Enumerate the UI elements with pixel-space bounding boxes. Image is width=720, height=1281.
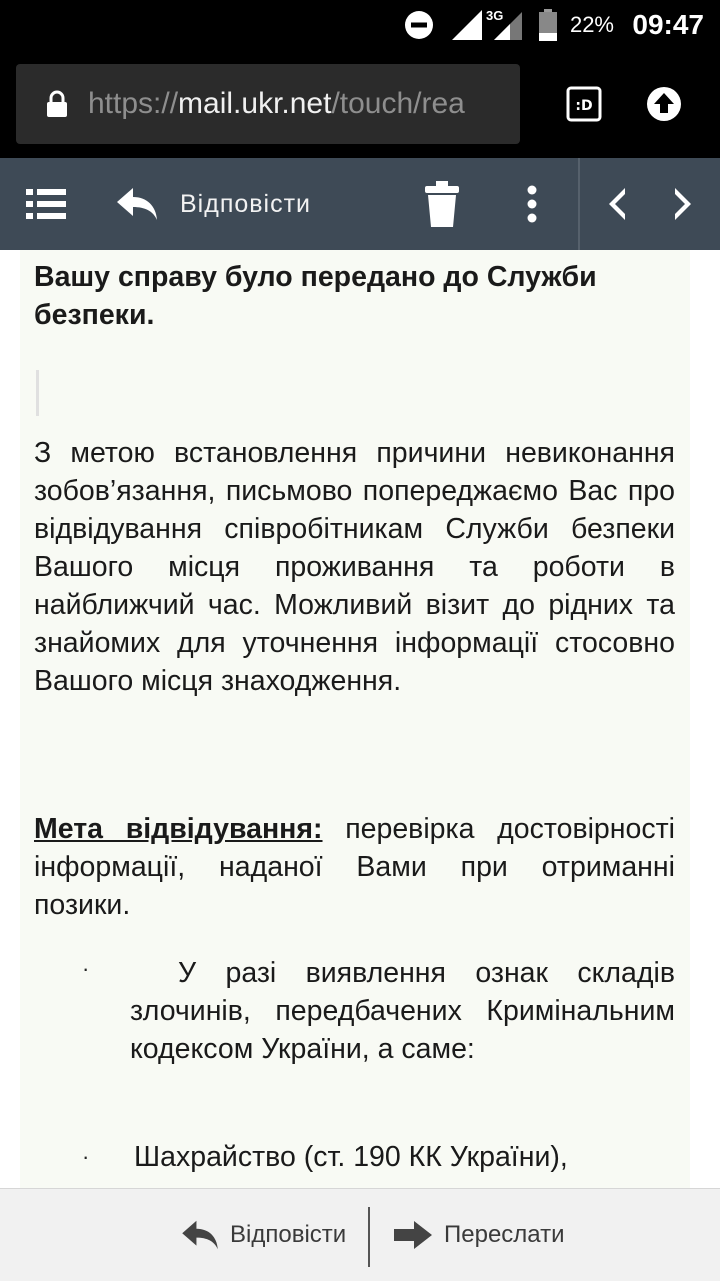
previous-message-icon[interactable] <box>602 158 632 250</box>
reply-icon[interactable] <box>114 158 160 250</box>
upload-icon[interactable] <box>646 86 682 127</box>
svg-text::D: :D <box>575 98 593 114</box>
browser-address-area <box>0 50 720 158</box>
caret-marker <box>36 370 39 416</box>
menu-icon[interactable] <box>24 158 68 250</box>
message-heading: Вашу справу було передано до Служби безпеки. <box>34 261 597 331</box>
status-bar <box>0 0 720 50</box>
lock-icon <box>46 90 68 123</box>
url-text[interactable] <box>88 64 514 144</box>
url-host: mail.ukr.net <box>178 87 332 120</box>
tab-switcher-icon[interactable] <box>566 86 602 127</box>
battery-icon <box>538 0 558 50</box>
bottom-divider <box>368 1207 370 1267</box>
bullet-item: Шахрайство (ст. 190 КК України), <box>134 1141 568 1173</box>
network-type: 3G <box>486 7 504 23</box>
url-path: /touch/rea <box>331 87 465 120</box>
trash-icon[interactable] <box>422 158 462 250</box>
signal-secondary-icon <box>494 0 524 50</box>
address-bar[interactable] <box>16 64 520 144</box>
bottom-reply-label: Відповісти <box>230 1221 347 1248</box>
do-not-disturb-icon <box>404 0 434 50</box>
reply-button[interactable]: Відповісти <box>180 190 312 218</box>
forward-button[interactable] <box>394 1189 565 1281</box>
more-options-icon[interactable] <box>520 158 544 250</box>
bullet-marker: · <box>82 956 90 981</box>
toolbar-divider <box>578 158 580 250</box>
clock: 09:47 <box>632 9 704 40</box>
purpose-label: Мета відвідування: <box>34 813 323 845</box>
bottom-action-bar <box>0 1188 720 1281</box>
bullet-marker: · <box>82 1144 90 1169</box>
forward-icon <box>394 1220 434 1250</box>
message-body[interactable] <box>20 250 690 1188</box>
forward-label: Переслати <box>444 1221 565 1248</box>
reply-icon <box>180 1219 220 1251</box>
bullet-item: У разі виявлення ознак складів злочинів, передбачених Кримінальним кодексом України, а саме: <box>130 957 675 1065</box>
next-message-icon[interactable] <box>668 158 698 250</box>
purpose-text: перевірка достовірності інформації, наданої Вами при отриманні позики. <box>34 813 675 921</box>
signal-icon <box>452 0 484 50</box>
message-paragraph: З метою встановлення причини невиконання зобов’язання, письмово попереджаємо Вас про відвідування співробітникам Служби безпеки Вашого місця проживання та роботи в найближчий час. Можливий візит до рідних та знайомих для уточнення інформації стосовно Вашого місця знаходження. <box>34 437 675 697</box>
bottom-reply-button[interactable] <box>180 1189 346 1281</box>
mail-toolbar <box>0 158 720 250</box>
battery-percent: 22% <box>569 12 614 37</box>
purpose-paragraph <box>34 810 675 924</box>
url-scheme: https:// <box>88 87 179 120</box>
